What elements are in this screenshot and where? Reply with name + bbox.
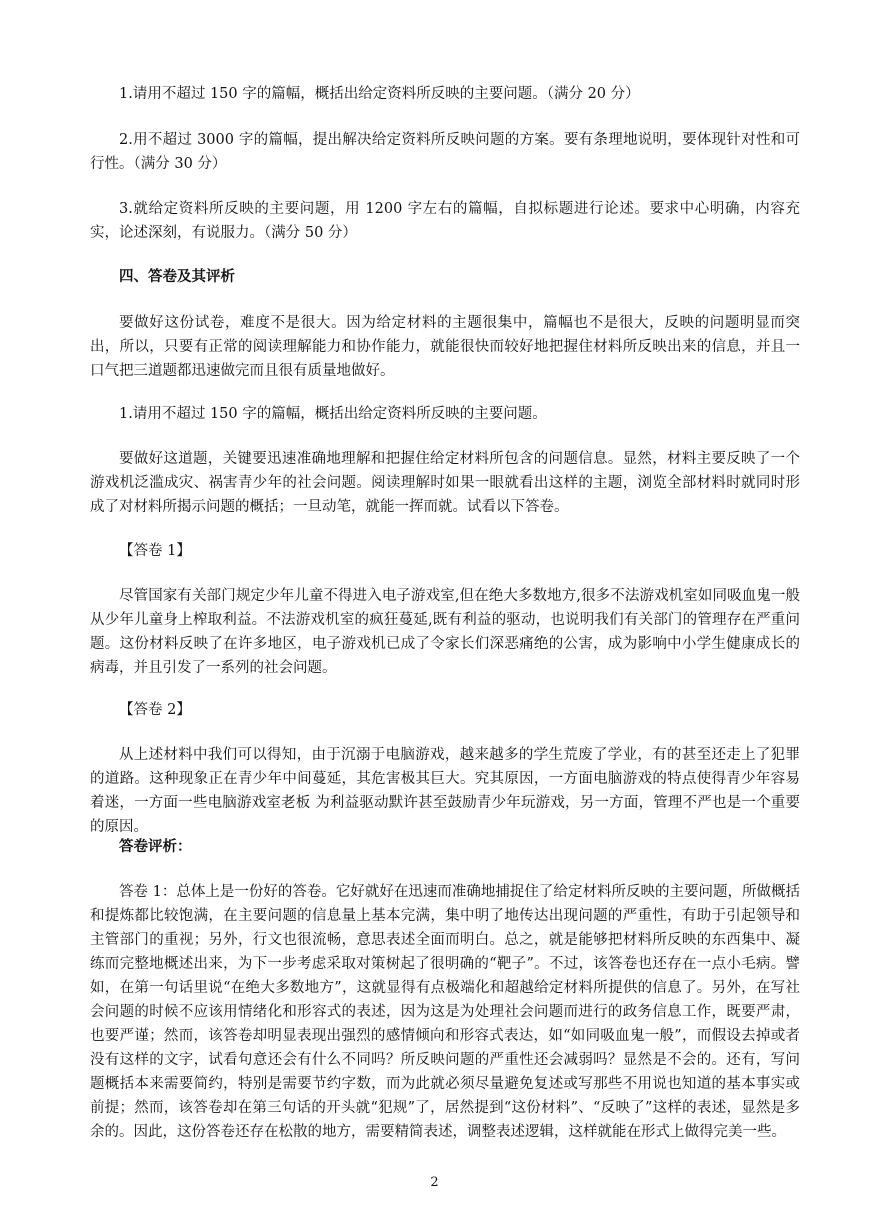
question-3: 3.就给定资料所反映的主要问题，用 1200 字左右的篇幅，自拟标题进行论述。要求中心明确，内容充实，论述深刻，有说服力。（满分 50 分）: [90, 201, 800, 241]
question-1: 1.请用不超过 150 字的篇幅，概括出给定资料所反映的主要问题。（满分 20 分）: [119, 86, 640, 102]
answer-2-text: 从上述材料中我们可以得知，由于沉溺于电脑游戏，越来越多的学生荒废了学业，有的甚至还走上了犯罪的道路。这种现象正在青少年中间蔓延，其危害极其巨大。究其原因，一方面电脑游戏的特点使得青少年容易着迷，一方面一些电脑游戏室老板 为利益驱动默许甚至鼓励青少年玩游戏，另一方面，管理不严也是一个重要的原因。: [90, 747, 800, 835]
question-1-analysis: 要做好这道题，关键要迅速准确地理解和把握住给定材料所包含的问题信息。显然，材料主要反映了一个游戏机泛滥成灾、祸害青少年的社会问题。阅读理解时如果一眼就看出这样的主题，浏览全部材料时就同时形成了对材料所揭示问题的概括；一旦动笔，就能一挥而就。试看以下答卷。: [90, 451, 800, 515]
section-heading: 四、答卷及其评析: [119, 268, 235, 285]
answer-1-label: 【答卷 1】: [119, 543, 191, 559]
review-text: 答卷 1：总体上是一份好的答卷。它好就好在迅速而准确地捕捉住了给定材料所反映的主要问题，所做概括和提炼都比较饱满，在主要问题的信息量上基本完满，集中明了地传达出现问题的严重性，有助于引起领导和主管部门的重视；另外，行文也很流畅，意思表述全面而明白。总之，就是能够把材料所反映的东西集中、凝练而完整地概述出来，为下一步考虑采取对策树起了很明确的“靶子”。不过，该答卷也还存在一点小毛病。譬如，在第一句话里说“在绝大多数地方”，这就显得有点极端化和超越给定材料所提供的信息了。另外，在写社会问题的时候不应该用情绪化和形容式的表述，因为这是为处理社会问题而进行的政务信息工作，既要严肃，也要严谨；然而，该答卷却明显表现出强烈的感情倾向和形容式表达，如“如同吸血鬼一般”，而假设去掉或者没有这样的文字，试看句意还会有什么不同吗？所反映问题的严重性还会减弱吗？显然是不会的。还有，写问题概括本来需要简约，特别是需要节约字数，而为此就必须尽量避免复述或写那些不用说也知道的基本事实或前提；然而，该答卷却在第三句话的开头就“犯规”了，居然提到“这份材料”、“反映了”这样的表述，显然是多余的。因此，这份答卷还存在松散的地方，需要精简表述，调整表述逻辑，这样就能在形式上做得完美一些。: [90, 884, 800, 1140]
answer-1-text: 尽管国家有关部门规定少年儿童不得进入电子游戏室,但在绝大多数地方,很多不法游戏机室如同吸血鬼一般从少年儿童身上榨取利益。不法游戏机室的疯狂蔓延,既有利益的驱动，也说明我们有关部门的管理存在严重问题。这份材料反映了在许多地区，电子游戏机已成了令家长们深恶痛绝的公害，成为影响中小学生健康成长的病毒，并且引发了一系列的社会问题。: [90, 588, 800, 676]
question-2: 2.用不超过 3000 字的篇幅，提出解决给定资料所反映问题的方案。要有条理地说明，要体现针对性和可行性。（满分 30 分）: [90, 132, 800, 172]
page-number: 2: [430, 1175, 439, 1190]
intro-paragraph: 要做好这份试卷，难度不是很大。因为给定材料的主题很集中，篇幅也不是很大，反映的问题明显而突出，所以，只要有正常的阅读理解能力和协作能力，就能很快而较好地把握住材料所反映出来的信息，并且一口气把三道题都迅速做完而且很有质量地做好。: [90, 315, 800, 379]
question-1-repeat: 1.请用不超过 150 字的篇幅，概括出给定资料所反映的主要问题。: [119, 406, 547, 422]
review-heading: 答卷评析：: [119, 838, 192, 855]
answer-2-label: 【答卷 2】: [119, 702, 191, 718]
